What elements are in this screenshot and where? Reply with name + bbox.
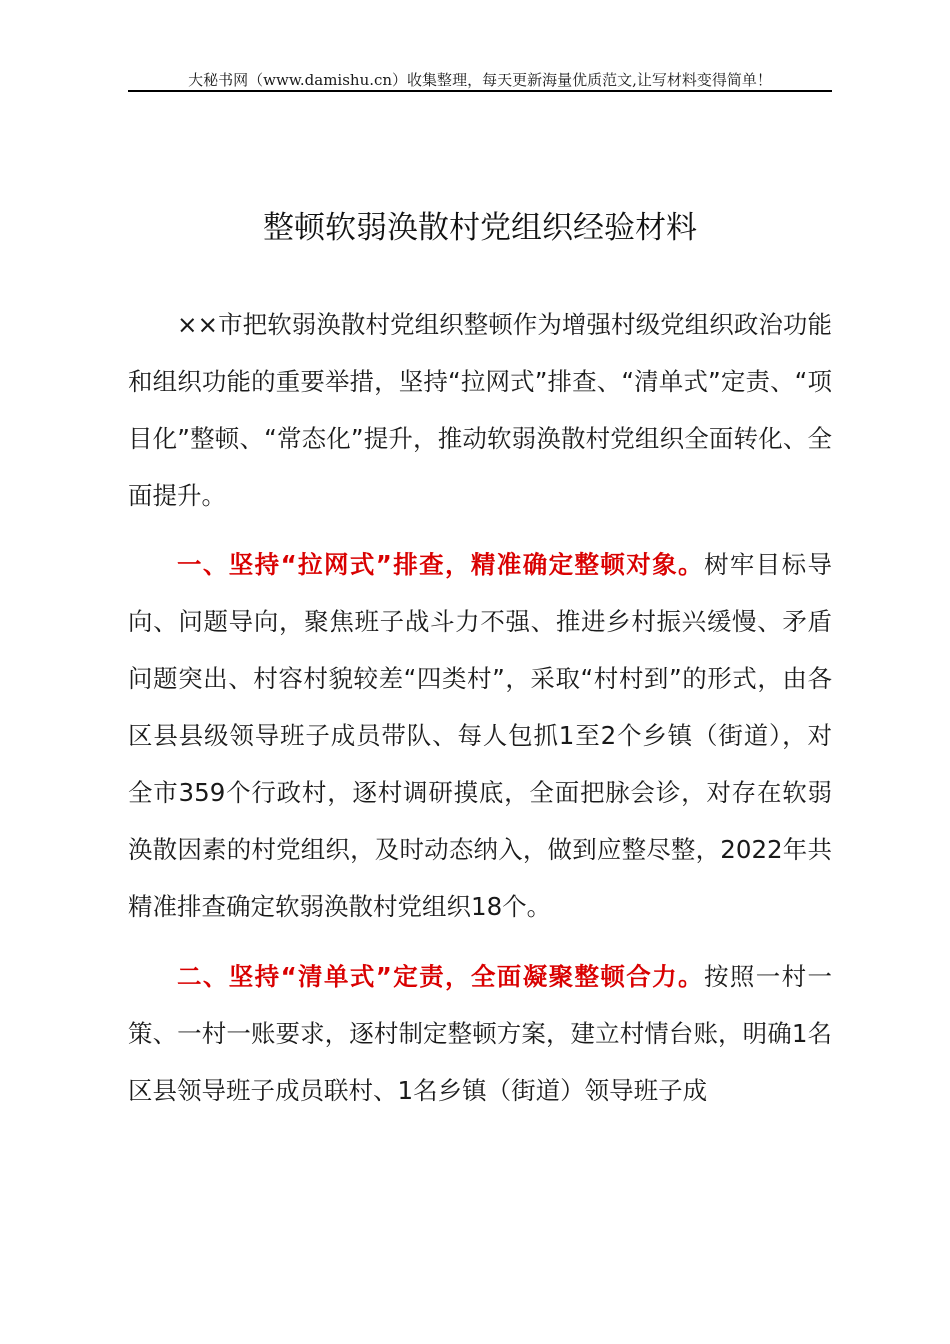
section-2-paragraph [128,948,832,1119]
paragraph-body: ××市把软弱涣散村党组织整顿作为增强村级党组织政治功能和组织功能的重要举措，坚持“拉网式”排查、“清单式”定责、“项目化”整顿、“常态化”提升，推动软弱涣散村党组织全面转化、全面提升。 [128,310,832,510]
document-title: 整顿软弱涣散村党组织经验材料 [263,210,697,246]
intro-paragraph [128,296,832,524]
section-1-paragraph [128,536,832,935]
section-1-body: 树牢目标导向、问题导向，聚焦班子战斗力不强、推进乡村振兴缓慢、矛盾问题突出、村容村貌较差“四类村”，采取“村村到”的形式，由各区县县级领导班子成员带队、每人包抓1至2个乡镇（街道），对全市359个行政村，逐村调研摸底，全面把脉会诊，对存在软弱涣散因素的村党组织，及时动态纳入，做到应整尽整，2022年共精准排查确定软弱涣散村党组织18个。 [128,550,833,921]
section-1-heading: 一、坚持“拉网式”排查，精准确定整顿对象。 [177,550,704,579]
section-2-heading: 二、坚持“清单式”定责，全面凝聚整顿合力。 [177,962,704,991]
section-2-body: 按照一村一策、一村一账要求，逐村制定整顿方案，建立村情台账，明确1名区县领导班子成员联村、1名乡镇（街道）领导班子成 [128,962,833,1105]
page-header: 大秘书网（www.damishu.cn）收集整理，每天更新海量优质范文,让写材料变得简单！ [128,72,832,92]
